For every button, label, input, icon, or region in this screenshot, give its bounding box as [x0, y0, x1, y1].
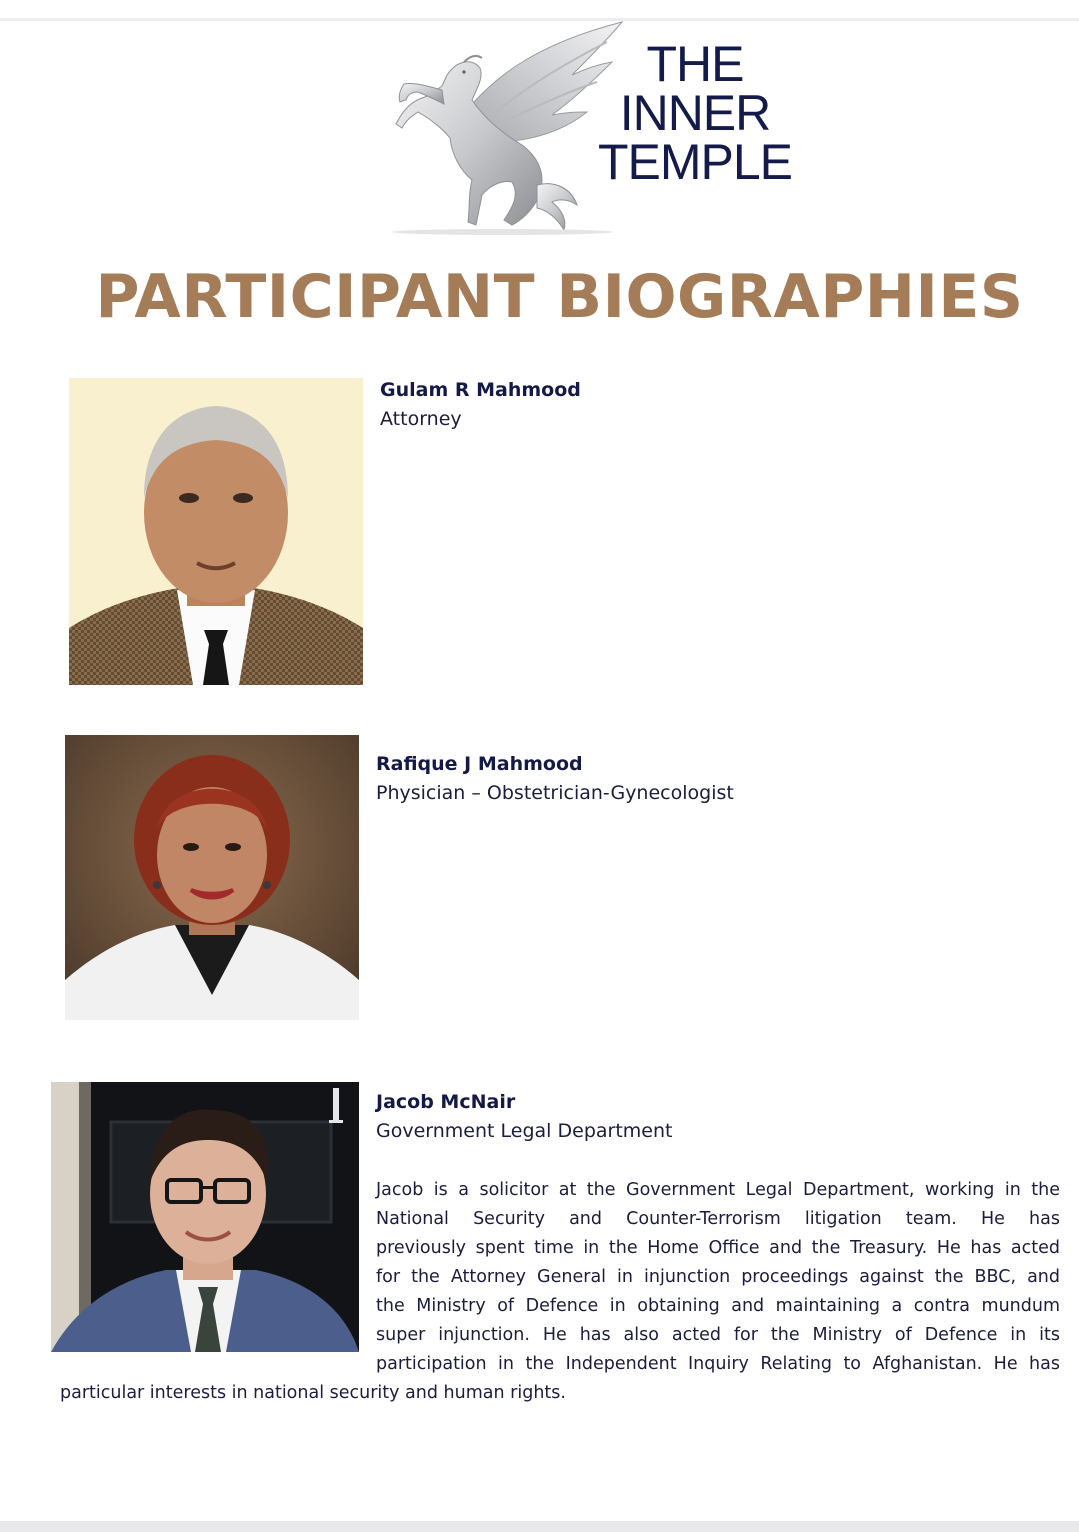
- participant-name: Jacob McNair: [376, 1091, 516, 1113]
- bio-line: previously spent time in the Home Office and the Treasury. He has acted: [376, 1238, 1060, 1258]
- logo-line-3: TEMPLE: [597, 134, 793, 190]
- bio-line: particular interests in national security and human rights.: [60, 1383, 566, 1403]
- participant-role: Attorney: [380, 408, 462, 430]
- logo-wordmark: [590, 36, 800, 190]
- participant-photo-jacob: [51, 1082, 359, 1352]
- participant-role: Physician – Obstetrician-Gynecologist: [376, 782, 734, 804]
- bio-line: National Security and Counter-Terrorism litigation team. He has: [376, 1209, 1060, 1229]
- participant-name: Gulam R Mahmood: [380, 379, 581, 401]
- participant-role: Government Legal Department: [376, 1120, 673, 1142]
- inner-temple-logo: [372, 20, 802, 235]
- logo-line-2: INNER: [619, 85, 771, 141]
- bio-line: for the Attorney General in injunction proceedings against the BBC, and: [376, 1267, 1060, 1287]
- bottom-divider: [0, 1521, 1079, 1532]
- bio-line: the Ministry of Defence in obtaining and maintaining a contra mundum: [376, 1296, 1060, 1316]
- bio-line: participation in the Independent Inquiry Relating to Afghanistan. He has: [376, 1354, 1060, 1374]
- participant-name: Rafique J Mahmood: [376, 753, 583, 775]
- bio-line: Jacob is a solicitor at the Government Legal Department, working in the: [376, 1180, 1060, 1200]
- bio-line: super injunction. He has also acted for the Ministry of Defence in its: [376, 1325, 1060, 1345]
- participant-photo-rafique: [65, 735, 359, 1020]
- participant-photo-gulam: [69, 378, 363, 685]
- logo-line-1: THE: [646, 36, 744, 92]
- page-title: PARTICIPANT BIOGRAPHIES: [95, 262, 1024, 332]
